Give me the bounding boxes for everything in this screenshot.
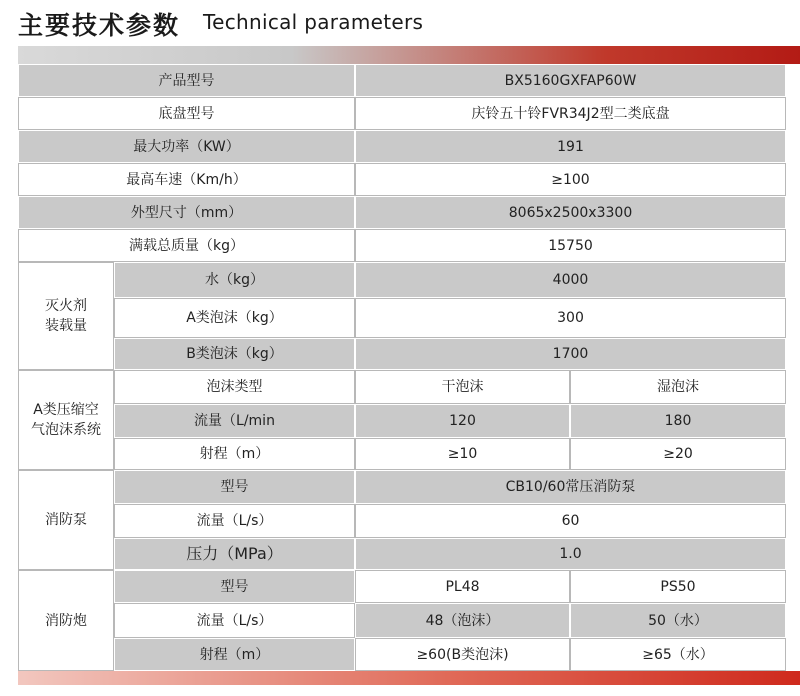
- value-gross-mass: 15750: [355, 229, 786, 262]
- value-dimensions: 8065x2500x3300: [355, 196, 786, 229]
- label-water: 水（kg）: [114, 262, 355, 298]
- label-pump-flow: 流量（L/s）: [114, 504, 355, 538]
- value-chassis-model: 庆铃五十铃FVR34J2型二类底盘: [355, 97, 786, 130]
- value-cafs-flow-dry: 120: [355, 404, 570, 438]
- page-title-en: Technical parameters: [203, 10, 424, 34]
- value-monitor-model-a: PL48: [355, 570, 570, 603]
- value-foam-b: 1700: [355, 338, 786, 370]
- group-cafs: A类压缩空 气泡沫系统: [18, 370, 114, 470]
- label-foam-a: A类泡沫（kg）: [114, 298, 355, 338]
- group-agent-capacity: 灭火剂 装载量: [18, 262, 114, 370]
- value-foam-type-wet: 湿泡沫: [570, 370, 786, 404]
- label-foam-type: 泡沫类型: [114, 370, 355, 404]
- value-monitor-flow-b: 50（水）: [570, 603, 786, 638]
- label-monitor-flow: 流量（L/s）: [114, 603, 355, 638]
- value-water: 4000: [355, 262, 786, 298]
- group-fire-monitor: 消防炮: [18, 570, 114, 671]
- value-pump-flow: 60: [355, 504, 786, 538]
- label-cafs-range: 射程（m）: [114, 438, 355, 470]
- value-foam-type-dry: 干泡沫: [355, 370, 570, 404]
- value-pump-pressure: 1.0: [355, 538, 786, 570]
- label-dimensions: 外型尺寸（mm）: [18, 196, 355, 229]
- label-max-speed: 最高车速（Km/h）: [18, 163, 355, 196]
- value-foam-a: 300: [355, 298, 786, 338]
- value-max-power: 191: [355, 130, 786, 163]
- label-foam-b: B类泡沫（kg）: [114, 338, 355, 370]
- value-max-speed: ≥100: [355, 163, 786, 196]
- value-cafs-range-dry: ≥10: [355, 438, 570, 470]
- label-monitor-range: 射程（m）: [114, 638, 355, 671]
- label-max-power: 最大功率（KW）: [18, 130, 355, 163]
- group-fire-pump: 消防泵: [18, 470, 114, 570]
- value-monitor-range-a: ≥60(B类泡沫): [355, 638, 570, 671]
- header-bar: [18, 46, 800, 64]
- value-monitor-model-b: PS50: [570, 570, 786, 603]
- label-monitor-model: 型号: [114, 570, 355, 603]
- label-cafs-flow: 流量（L/min: [114, 404, 355, 438]
- value-product-model: BX5160GXFAP60W: [355, 64, 786, 97]
- value-cafs-range-wet: ≥20: [570, 438, 786, 470]
- label-gross-mass: 满载总质量（kg）: [18, 229, 355, 262]
- value-pump-model: CB10/60常压消防泵: [355, 470, 786, 504]
- value-monitor-flow-a: 48（泡沫）: [355, 603, 570, 638]
- label-product-model: 产品型号: [18, 64, 355, 97]
- footer-bar: [18, 671, 800, 685]
- value-monitor-range-b: ≥65（水）: [570, 638, 786, 671]
- page-title-zh: 主要技术参数: [18, 11, 181, 40]
- label-pump-model: 型号: [114, 470, 355, 504]
- label-pump-pressure: 压力（MPa）: [114, 538, 355, 570]
- value-cafs-flow-wet: 180: [570, 404, 786, 438]
- label-chassis-model: 底盘型号: [18, 97, 355, 130]
